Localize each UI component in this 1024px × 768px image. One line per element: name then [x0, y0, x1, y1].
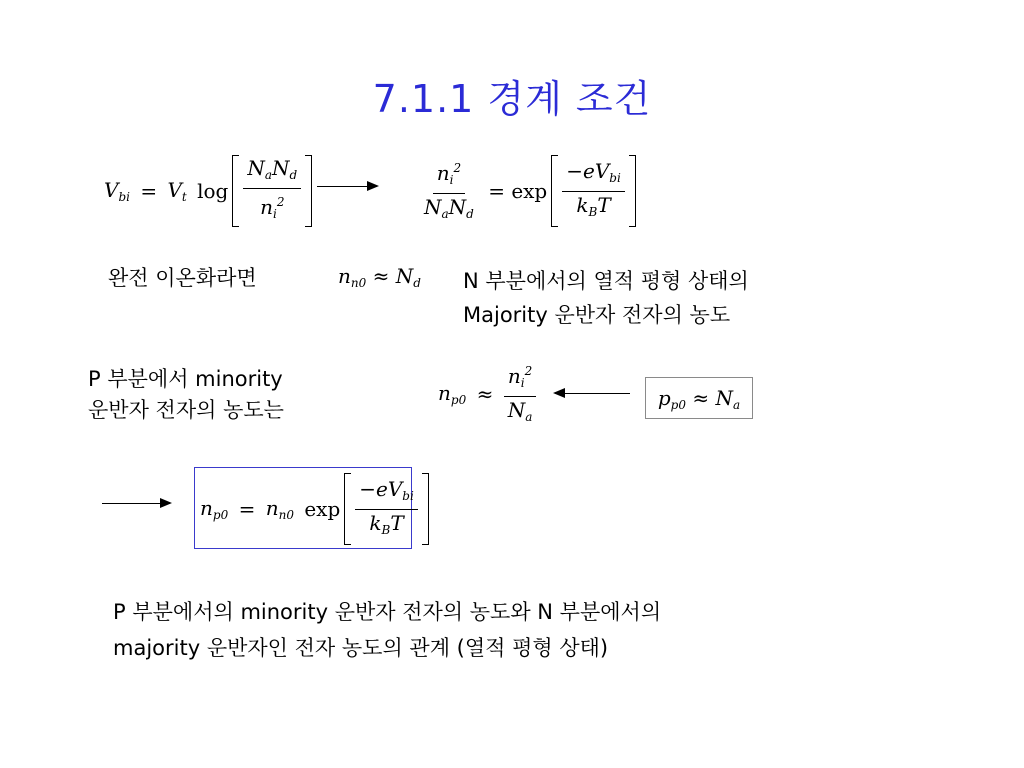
complete-ionization-text: 완전 이온화라면 — [108, 266, 257, 290]
equation-vbi: $V_{bi}$ = $V_t$ log $\frac{N_aN_d}{n_i^2}$ — [104, 155, 312, 227]
arrow-right-icon — [102, 503, 170, 504]
relation-text-line2: majority 운반자인 전자 농도의 관계 (열적 평형 상태) — [113, 636, 609, 660]
arrow-right-icon — [317, 186, 377, 187]
page-title: 7.1.1 경계 조건 — [372, 77, 652, 121]
equation-ni-exp: $\frac{n_i^2}{N_aN_d}$ = exp $\frac{-eV_{bi}}{k_BT}$ — [420, 155, 636, 227]
n-region-text-line2: Majority 운반자 전자의 농도 — [463, 303, 731, 327]
equation-np0-approx: $n_{p0}$ ≈ $\frac{n_i^2}{N_a}$ — [438, 360, 536, 428]
equation-np0-result: $n_{p0}$ = $n_{n0}$ exp $\frac{-eV_{bi}}{k_BT}$ — [200, 473, 429, 545]
arrow-left-icon — [555, 393, 630, 394]
equation-pp0-box: $p_{p0} \approx N_a$ — [645, 377, 753, 419]
equation-nn0: $n_{n0} \approx N_d$ — [338, 264, 421, 290]
p-region-text-line2: 운반자 전자의 농도는 — [88, 398, 284, 422]
n-region-text-line1: N 부분에서의 열적 평형 상태의 — [463, 269, 749, 293]
relation-text-line1: P 부분에서의 minority 운반자 전자의 농도와 N 부분에서의 — [113, 600, 662, 624]
p-region-text-line1: P 부분에서 minority — [88, 367, 283, 391]
